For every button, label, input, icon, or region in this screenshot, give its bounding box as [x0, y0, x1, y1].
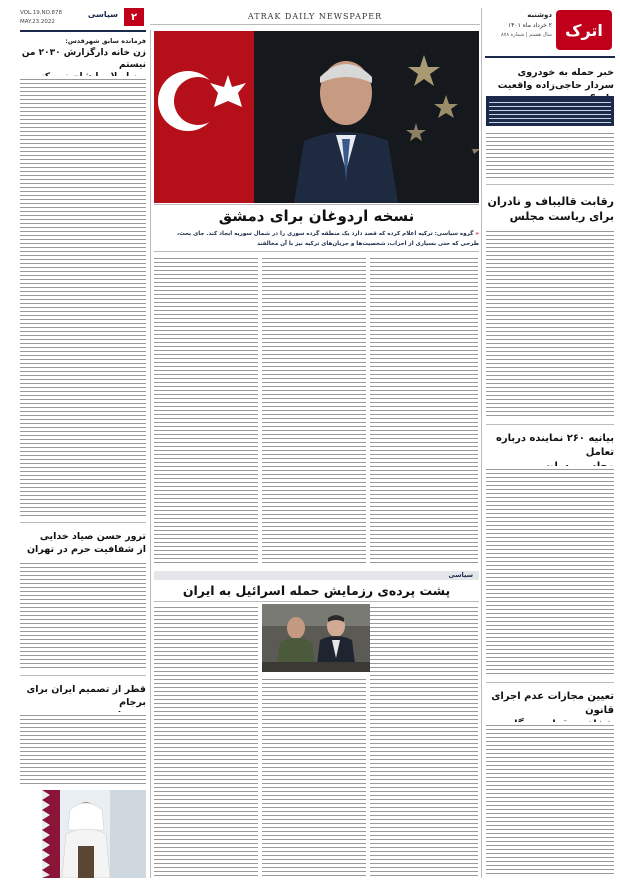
left-story-3-body — [20, 712, 146, 784]
left-headline-3-line1: قطر از تصمیم ایران برای برجام — [26, 684, 146, 708]
lead-body-col-3 — [154, 255, 258, 565]
bottom-body-col-3 — [154, 604, 258, 876]
bottom-headline: پشت پرده‌ی رزمایش حمله اسرائیل به ایران — [182, 583, 451, 598]
paper-name: ATRAK DAILY NEWSPAPER — [247, 12, 383, 21]
lead-photo-erdogan — [154, 31, 479, 203]
right-story-2-body — [486, 228, 614, 418]
masthead-issue: سال هشتم | شماره ۸۷۸ — [500, 32, 552, 38]
bottom-body-col-2 — [262, 676, 366, 876]
left-headline-2-line2: از شفافیت حرم در تهران — [26, 544, 146, 555]
volume-label: VOL.19,NO.878 — [20, 10, 63, 16]
bottom-photo-israeli-officials — [262, 604, 370, 672]
left-headline-2 — [20, 530, 146, 556]
left-story-1-body — [20, 76, 146, 516]
lead-headline: نسخه اردوغان برای دمشق — [218, 207, 415, 225]
right-headline-2-line2: برای ریاست مجلس — [509, 210, 614, 223]
right-headline-2 — [486, 194, 614, 224]
left-story-1-kicker: فرمانده سابق شهرقدس: — [65, 37, 146, 45]
section-label: سیاسی — [87, 10, 118, 19]
masthead — [492, 8, 614, 52]
right-story-1-summary-text — [489, 99, 611, 123]
bottom-body-col-1 — [370, 604, 478, 876]
masthead-date: ۲ خرداد ماه ۱۴۰۱ — [507, 22, 552, 29]
right-headline-1-line1: خبر حمله به خودروی — [517, 67, 614, 78]
right-story-1-body — [486, 130, 614, 178]
qatar-official-photo — [20, 790, 146, 878]
bottom-section-bar — [154, 571, 479, 580]
lead-deck: طرحی که حتی بسیاری از احزاب، شخصیت‌ها و جریان‌های ترکیه نیز با آن مخالفند — [257, 241, 479, 247]
right-headline-4-line1: تعیین مجازات عدم اجرای قانون — [491, 691, 614, 716]
left-story-2-body — [20, 560, 146, 670]
left-headline-1-line1: زن خانه دارگزارش ۲۰۳۰ من نیستم — [21, 48, 146, 70]
lead-kicker-marker: « — [475, 231, 479, 237]
logo: اترک — [556, 10, 612, 50]
lead-kicker-text: گروه سیاسی: ترکیه اعلام کرده که قصد دارد یک منطقه گرده سوری را در شمال سوریه ایجاد کند. جای بحث، — [176, 231, 474, 237]
right-headline-2-line1: رقابت قالیباف و نادران — [487, 195, 614, 208]
right-story-4-body — [486, 722, 614, 877]
bottom-section-label: سیاسی — [448, 571, 473, 579]
lead-body-col-2 — [262, 255, 366, 565]
masthead-day: دوشنبه — [527, 11, 552, 19]
date-en-label: MAY.23.2022 — [20, 19, 55, 25]
right-story-3-body — [486, 466, 614, 676]
right-headline-3-line1: بیانیه ۲۶۰ نماینده درباره تعامل — [495, 433, 614, 458]
lead-body-col-1 — [370, 255, 478, 565]
left-headline-2-line1: ترور حسن صیاد خدایی — [39, 531, 146, 542]
right-headline-1-line2: سردار حاجی‌زاده واقعیت — [497, 80, 614, 91]
page-number-badge: ۲ — [124, 8, 144, 26]
lead-kicker — [154, 230, 479, 238]
